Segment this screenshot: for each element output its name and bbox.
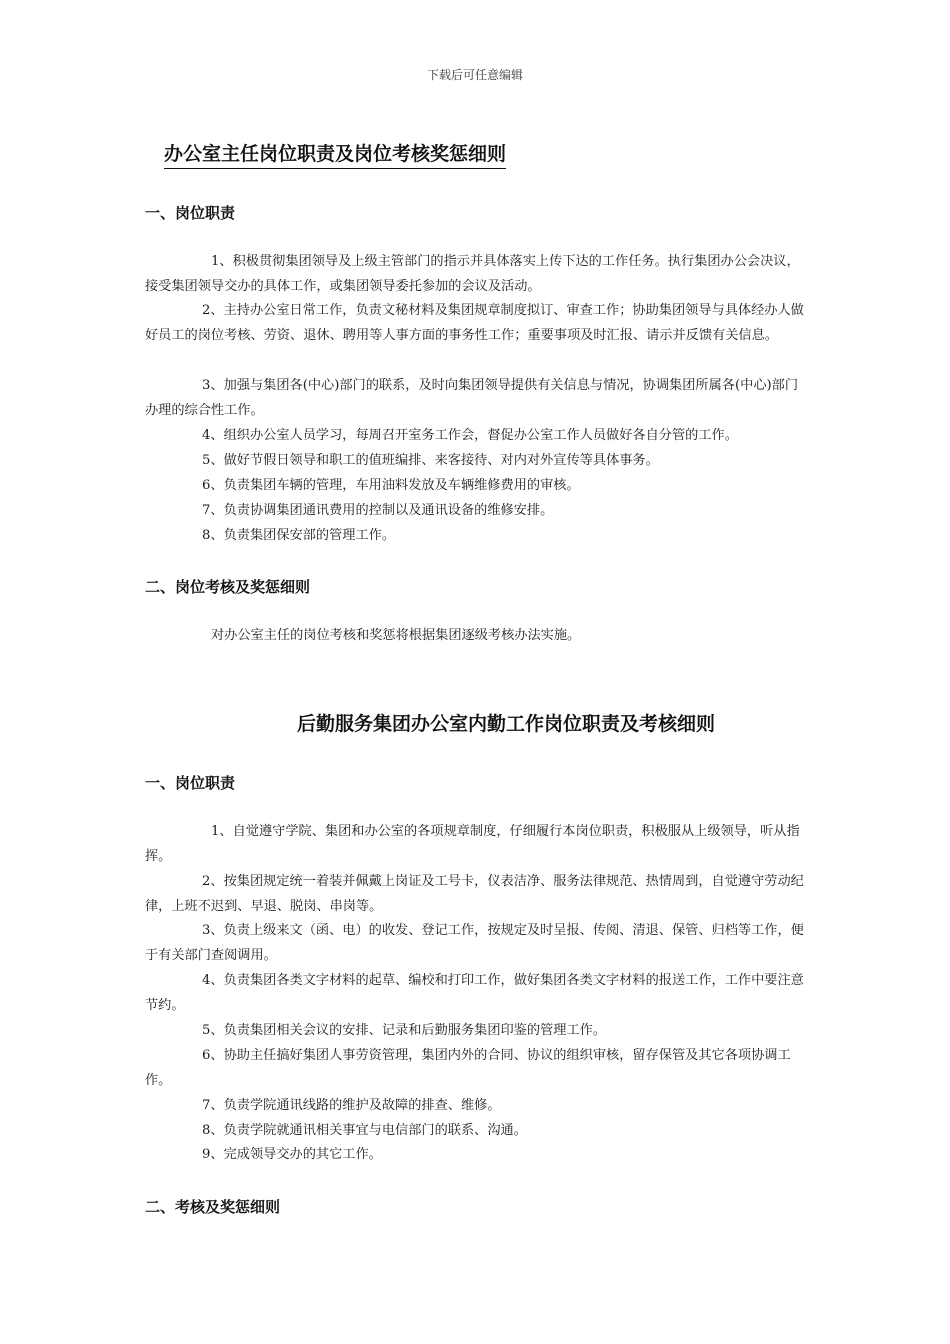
doc1-duty-5: 5、做好节假日领导和职工的值班编排、来客接待、对内对外宣传等具体事务。 [202, 453, 659, 468]
doc2-duty-4: 4、负责集团各类文字材料的起草、编校和打印工作，做好集团各类文字材料的报送工作，工作中要注意节约。 [145, 973, 804, 1013]
doc2-duty-9: 9、完成领导交办的其它工作。 [202, 1147, 382, 1162]
doc2-duty-3: 3、负责上级来文（函、电）的收发、登记工作，按规定及时呈报、传阅、清退、保管、归档等工作，便于有关部门查阅调用。 [145, 923, 804, 963]
doc1-section2-heading: 二、岗位考核及奖惩细则 [145, 578, 311, 596]
doc1-duty-7: 7、负责协调集团通讯费用的控制以及通讯设备的维修安排。 [202, 503, 554, 518]
doc1-duty-3: 3、加强与集团各(中心)部门的联系，及时向集团领导提供有关信息与情况，协调集团所属各(中心)部门办理的综合性工作。 [145, 378, 799, 418]
doc2-duty-2: 2、按集团规定统一着装并佩戴上岗证及工号卡，仪表洁净、服务法律规范、热情周到，自觉遵守劳动纪律，上班不迟到、早退、脱岗、串岗等。 [145, 874, 804, 914]
doc1-title: 办公室主任岗位职责及岗位考核奖惩细则 [164, 139, 506, 169]
doc2-title: 后勤服务集团办公室内勤工作岗位职责及考核细则 [297, 713, 716, 735]
doc1-duty-4: 4、组织办公室人员学习，每周召开室务工作会，督促办公室工作人员做好各自分管的工作。 [202, 428, 738, 443]
doc1-section1-heading: 一、岗位职责 [145, 204, 236, 222]
doc2-duty-8: 8、负责学院就通讯相关事宜与电信部门的联系、沟通。 [202, 1123, 527, 1138]
doc2-duty-7: 7、负责学院通讯线路的维护及故障的排查、维修。 [202, 1098, 501, 1113]
doc2-duty-5: 5、负责集团相关会议的安排、记录和后勤服务集团印鉴的管理工作。 [202, 1023, 607, 1038]
doc1-section2-text: 对办公室主任的岗位考核和奖惩将根据集团逐级考核办法实施。 [211, 628, 581, 643]
doc1-duty-8: 8、负责集团保安部的管理工作。 [202, 528, 396, 543]
doc1-duty-2: 2、主持办公室日常工作，负责文秘材料及集团规章制度拟订、审查工作；协助集团领导与具体经办人做好员工的岗位考核、劳资、退休、聘用等人事方面的事务性工作；重要事项及时汇报、请示并反馈有关信息。 [145, 303, 804, 343]
header-note: 下载后可任意编辑 [426, 68, 523, 82]
doc2-duty-6: 6、协助主任搞好集团人事劳资管理，集团内外的合同、协议的组织审核，留存保管及其它各项协调工作。 [145, 1048, 791, 1088]
doc2-section2-heading: 二、考核及奖惩细则 [145, 1198, 281, 1216]
doc1-duty-1: 1、积极贯彻集团领导及上级主管部门的指示并具体落实上传下达的工作任务。执行集团办公会决议，接受集团领导交办的具体工作，或集团领导委托参加的会议及活动。 [145, 254, 800, 294]
doc2-duty-1: 1、自觉遵守学院、集团和办公室的各项规章制度，仔细履行本岗位职责，积极服从上级领导，听从指挥。 [145, 824, 800, 864]
doc2-section1-heading: 一、岗位职责 [145, 774, 236, 792]
doc1-duty-6: 6、负责集团车辆的管理，车用油料发放及车辆维修费用的审核。 [202, 478, 580, 493]
